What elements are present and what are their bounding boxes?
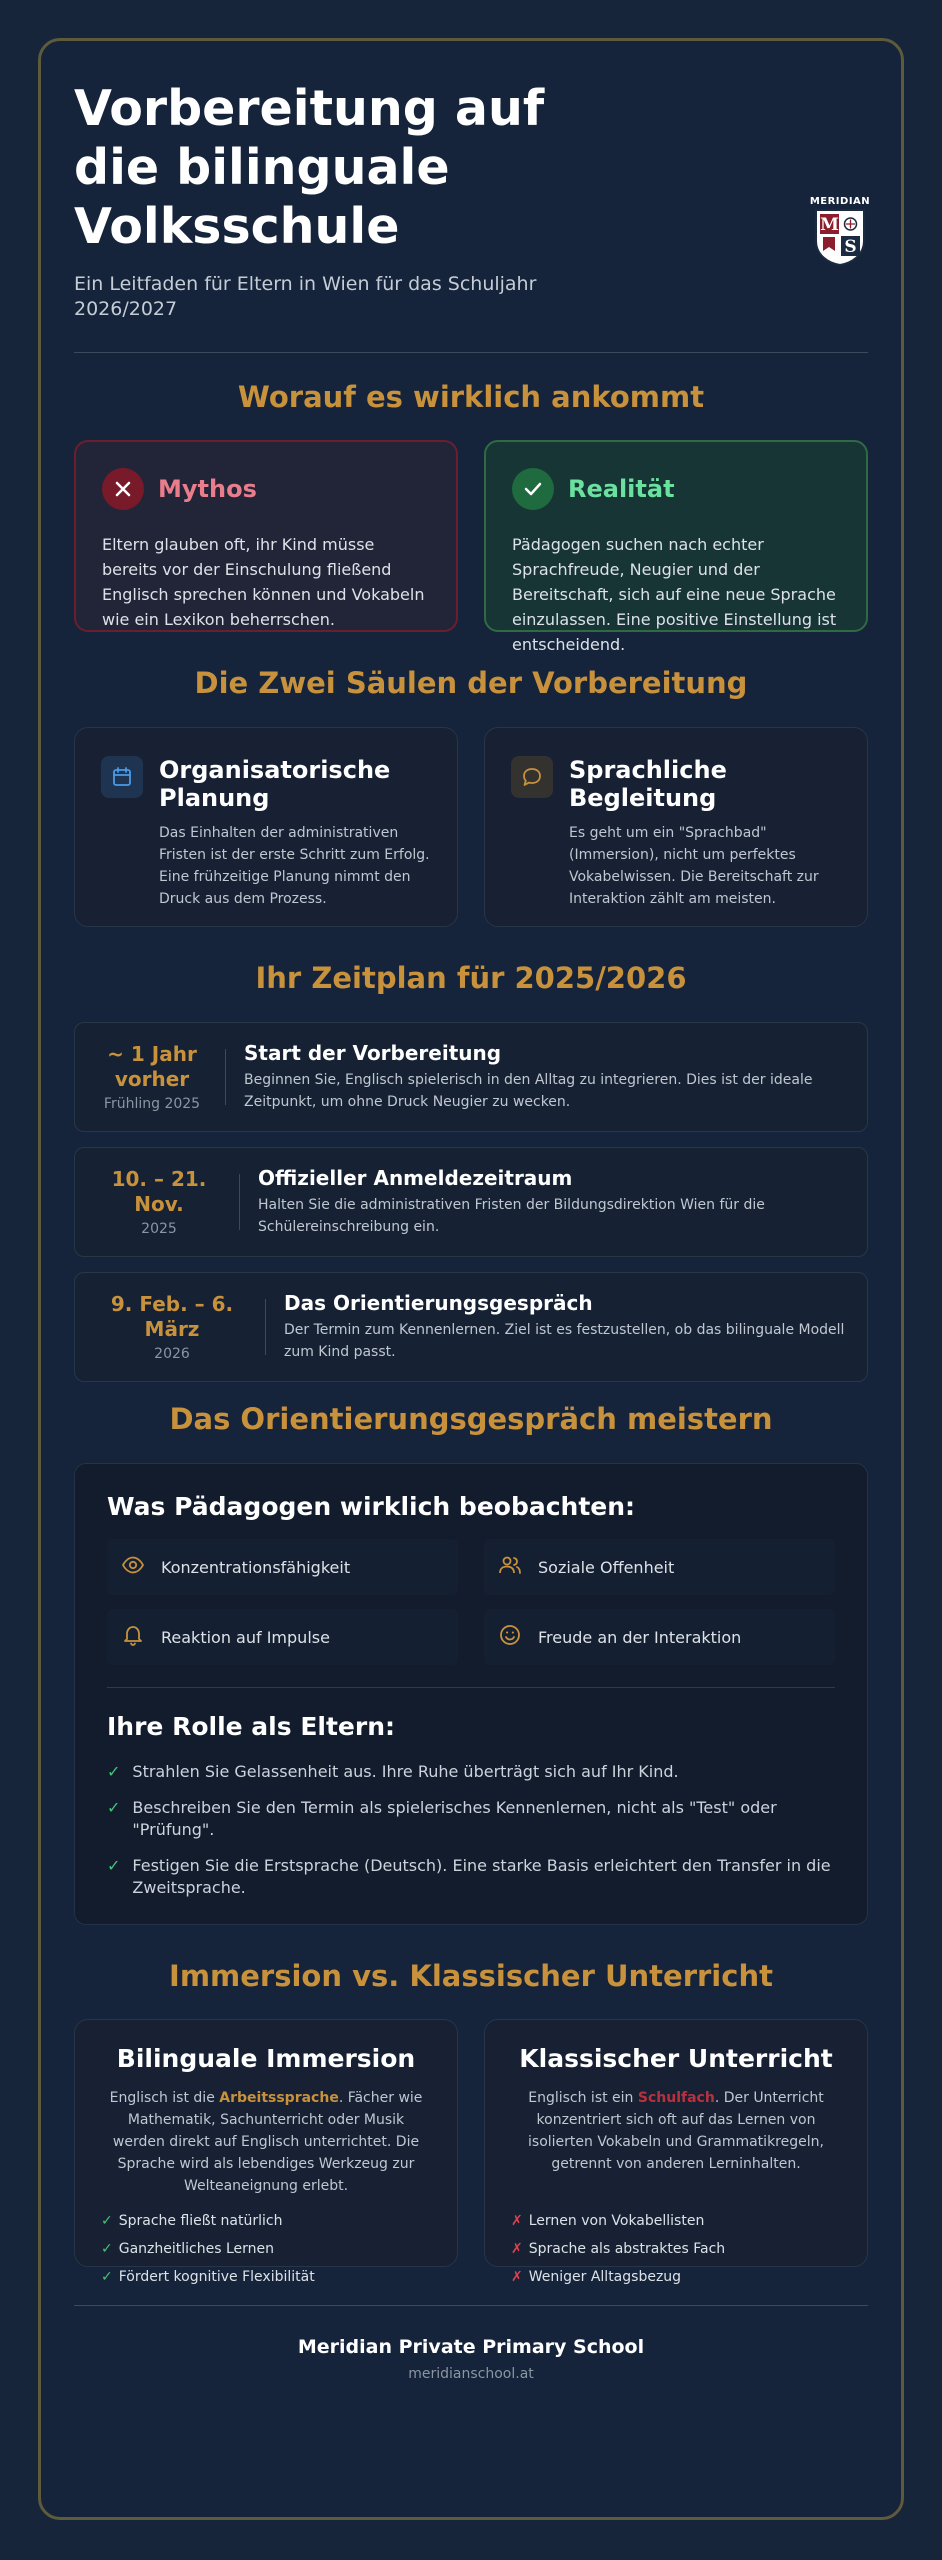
desc-text: . Fächer wie Mathematik, Sachunterricht oder Musik werden direkt auf Englisch unterrichtet. Die Sprache wird als lebendiges Werkzeug zur Welteaneignung erlebt. [112, 2090, 423, 2194]
timeline-date-sub: 2026 [154, 1346, 190, 1362]
cross-icon: ✗ [511, 2269, 523, 2285]
list-item [101, 2211, 431, 2231]
point-text: Sprache als abstraktes Fach [528, 2241, 726, 2257]
observation-label: Konzentrationsfähigkeit [161, 1557, 351, 1577]
reality-text: Pädagogen suchen nach echter Sprachfreude, Neugier und der Bereitschaft, sich auf eine neue Sprache einzulassen. Eine positive Einstellung ist entscheidend. [512, 535, 837, 654]
timeline-item [74, 1022, 868, 1132]
speech-bubble-icon [511, 756, 553, 798]
myth-text: Eltern glauben oft, ihr Kind müsse bereits vor der Einschulung fließend Englisch sprechen können und Vokabeln wie ein Lexikon beherrschen. [102, 535, 425, 629]
timeline-date [97, 1292, 247, 1362]
svg-text:S: S [844, 237, 857, 257]
timeline-text: Der Termin zum Kennenlernen. Ziel ist es festzustellen, ob das bilinguale Modell zum Kind passt. [284, 1322, 845, 1360]
header [74, 79, 871, 352]
point-text: Sprache fließt natürlich [118, 2213, 283, 2229]
pillar-text: Das Einhalten der administrativen Fristen ist der erste Schritt zum Erfolg. Eine frühzeitige Planung nimmt den Druck aus dem Prozess. [159, 825, 430, 907]
interview-card [74, 1463, 868, 1925]
check-icon: ✓ [107, 1798, 121, 1817]
point-text: Ganzheitliches Lernen [118, 2241, 274, 2257]
observe-heading: Was Pädagogen wirklich beobachten: [107, 1492, 636, 1521]
myth-reality-row [74, 440, 868, 654]
pillar-text: Es geht um ein "Sprachbad" (Immersion), nicht um perfektes Vokabelwissen. Die Bereitschaft zur Interaktion zählt am meisten. [569, 825, 819, 907]
check-icon: ✓ [101, 2241, 113, 2257]
observation-item [107, 1539, 458, 1595]
timeline [74, 1022, 868, 1382]
point-text: Fördert kognitive Flexibilität [118, 2269, 315, 2285]
timeline-text: Beginnen Sie, Englisch spielerisch in den Alltag zu integrieren. Dies ist der ideale Zeitpunkt, um ohne Druck Neugier zu wecken. [244, 1072, 813, 1110]
point-text: Lernen von Vokabellisten [528, 2213, 705, 2229]
timeline-item [74, 1272, 868, 1382]
classic-title: Klassischer Unterricht [519, 2044, 833, 2073]
list-item [101, 2267, 431, 2287]
role-item [107, 1855, 835, 1899]
timeline-title: Das Orientierungsgespräch [284, 1291, 593, 1315]
observation-item [484, 1539, 835, 1595]
users-icon [498, 1555, 522, 1579]
immersion-description [101, 2087, 431, 2197]
bell-icon [121, 1624, 145, 1650]
cross-icon: ✗ [511, 2213, 523, 2229]
desc-highlight: Arbeitssprache [219, 2090, 339, 2106]
svg-text:M: M [820, 215, 839, 235]
observation-item [107, 1609, 458, 1665]
logo-shield-icon [813, 207, 867, 267]
footer-divider [74, 2305, 868, 2306]
timeline-title: Offizieller Anmeldezeitraum [258, 1166, 573, 1190]
timeline-title: Start der Vorbereitung [244, 1041, 502, 1065]
x-icon [102, 468, 144, 510]
check-icon: ✓ [101, 2213, 113, 2229]
comparison-section-title: Immersion vs. Klassischer Unterricht [169, 1959, 773, 1993]
logo-wordmark: MERIDIAN [809, 196, 871, 207]
reality-label: Realität [568, 475, 675, 503]
pillars-section-title: Die Zwei Säulen der Vorbereitung [194, 666, 748, 700]
list-item [101, 2239, 431, 2259]
role-list [107, 1761, 835, 1899]
role-text: Festigen Sie die Erstsprache (Deutsch). Eine starke Basis erleichtert den Transfer in die Zweitsprache. [132, 1856, 831, 1897]
classic-card [484, 2019, 868, 2285]
eye-icon [121, 1556, 145, 1578]
desc-text: Englisch ist die [109, 2090, 220, 2106]
observation-label: Soziale Offenheit [538, 1557, 675, 1577]
role-text: Beschreiben Sie den Termin als spielerisches Kennenlernen, nicht als "Test" oder "Prüfung". [132, 1798, 777, 1839]
myth-card [74, 440, 458, 632]
page-title: Vorbereitung auf die bilinguale Volksschule [74, 80, 545, 255]
page-subtitle: Ein Leitfaden für Eltern in Wien für das Schuljahr 2026/2027 [74, 273, 537, 320]
check-icon: ✓ [101, 2269, 113, 2285]
timeline-date-main: ~ 1 Jahr vorher [107, 1042, 197, 1091]
classic-description [511, 2087, 841, 2175]
timeline-date [97, 1167, 221, 1237]
infographic-frame [38, 38, 904, 2520]
check-icon: ✓ [107, 1856, 121, 1875]
list-item [511, 2239, 841, 2259]
timeline-item [74, 1147, 868, 1257]
role-item [107, 1797, 835, 1841]
school-logo [809, 196, 871, 267]
check-icon: ✓ [107, 1762, 121, 1781]
point-text: Weniger Alltagsbezug [528, 2269, 682, 2285]
footer [74, 2336, 868, 2382]
footer-school-name: Meridian Private Primary School [297, 2336, 645, 2358]
pillar-card-language [484, 727, 868, 927]
role-item [107, 1761, 835, 1783]
timeline-date-main: 9. Feb. – 6. März [110, 1292, 234, 1341]
footer-url[interactable]: meridianschool.at [408, 2366, 534, 2382]
immersion-title: Bilinguale Immersion [116, 2044, 416, 2073]
timeline-separator [265, 1299, 266, 1355]
smile-icon [498, 1624, 522, 1650]
pillar-card-planning [74, 727, 458, 927]
timeline-separator [225, 1049, 226, 1105]
observation-grid [107, 1539, 835, 1665]
cross-icon: ✗ [511, 2241, 523, 2257]
observation-label: Freude an der Interaktion [538, 1627, 742, 1647]
comparison-row [74, 2019, 868, 2285]
role-heading: Ihre Rolle als Eltern: [107, 1712, 396, 1741]
list-item [511, 2211, 841, 2231]
header-divider [74, 352, 868, 353]
observation-item [484, 1609, 835, 1665]
desc-text: Englisch ist ein [528, 2090, 638, 2106]
interview-section-title: Das Orientierungsgespräch meistern [169, 1402, 773, 1436]
timeline-section-title: Ihr Zeitplan für 2025/2026 [255, 961, 687, 995]
observation-label: Reaktion auf Impulse [161, 1627, 330, 1647]
timeline-separator [239, 1174, 240, 1230]
calendar-icon [101, 756, 143, 798]
myth-label: Mythos [158, 475, 257, 503]
pillar-title: Organisatorische Planung [159, 756, 391, 812]
timeline-text: Halten Sie die administrativen Fristen der Bildungsdirektion Wien für die Schülereinschreibung ein. [258, 1197, 765, 1235]
timeline-date-sub: Frühling 2025 [103, 1096, 201, 1112]
timeline-date-main: 10. – 21. Nov. [111, 1167, 207, 1216]
timeline-date-sub: 2025 [141, 1221, 177, 1237]
immersion-points [101, 2211, 431, 2287]
interview-divider [107, 1687, 835, 1688]
classic-points [511, 2211, 841, 2287]
timeline-date [97, 1042, 207, 1112]
desc-text: . Der Unterricht konzentriert sich oft auf das Lernen von isolierten Vokabeln und Grammatikregeln, getrennt von anderen Lerninhalten. [528, 2090, 824, 2172]
myth-section-title: Worauf es wirklich ankommt [237, 380, 705, 414]
pillars-row [74, 727, 868, 927]
desc-highlight: Schulfach [637, 2090, 715, 2106]
pillar-title: Sprachliche Begleitung [569, 756, 727, 812]
check-icon [512, 468, 554, 510]
immersion-card [74, 2019, 458, 2285]
reality-card [484, 440, 868, 654]
list-item [511, 2267, 841, 2287]
role-text: Strahlen Sie Gelassenheit aus. Ihre Ruhe überträgt sich auf Ihr Kind. [132, 1762, 679, 1781]
